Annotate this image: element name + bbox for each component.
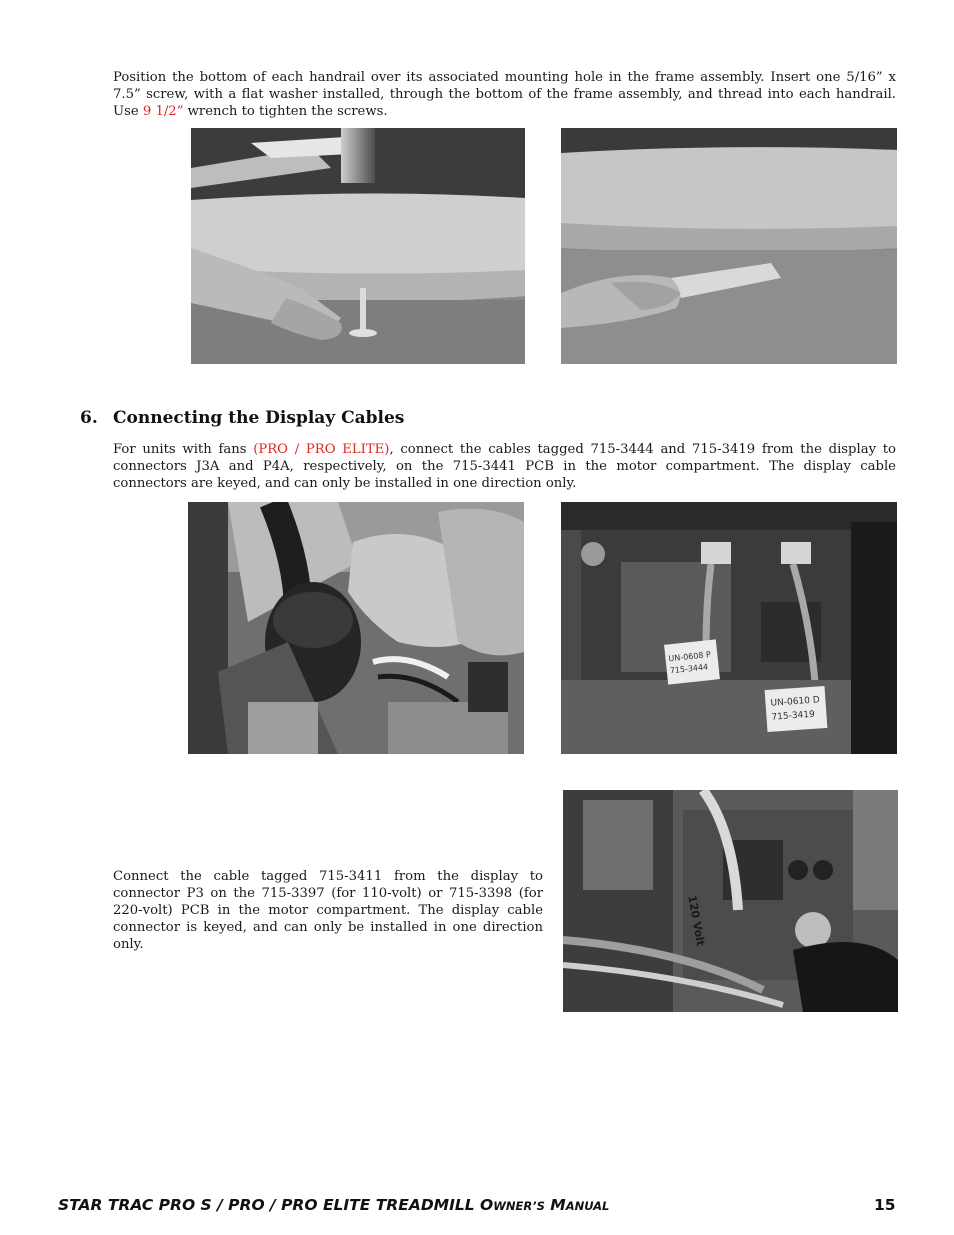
model-highlight: (PRO / PRO ELITE) <box>253 442 390 457</box>
photo-motor-pcb <box>563 790 898 1012</box>
photo-handrail-washer <box>561 128 897 364</box>
wrench-size: 9 1/2” <box>142 104 184 119</box>
tag-id-2: 715-3419 <box>771 709 816 723</box>
footer-title: STAR TRAC PRO S / PRO / PRO ELITE TREADMILL OWNER’S MANUAL <box>58 1196 610 1214</box>
section-heading <box>80 408 98 428</box>
tag-label-1: UN-0608 P <box>668 650 712 664</box>
tag-label-2: UN-0610 D <box>770 695 821 709</box>
section-title: Connecting the Display Cables <box>113 408 405 428</box>
display-cables-instruction: For units with fans (PRO / PRO ELITE), connect the cables tagged 715-3444 and 715-3419 from the display to connectors J3A and P4A, respectively, on the 715-3441 PCB in the motor compartment. The display cable connectors are keyed, and can only be installed in one direction only. <box>113 442 897 491</box>
section-number: 6. <box>80 408 98 428</box>
board-mark: 120 Volt <box>685 894 708 948</box>
tag-id-1: 715-3444 <box>669 662 709 676</box>
photo-connecting-cable <box>188 502 524 754</box>
photo-pcb-tagged-cables <box>561 502 897 754</box>
page-number: 15 <box>874 1196 896 1214</box>
photo-handrail-bolt <box>191 128 525 364</box>
handrail-instruction: Position the bottom of each handrail over its associated mounting hole in the frame assembly. Insert one 5/16” x 7.5” screw, with a flat washer installed, through the bottom of the frame assembly, and thread into each handrail. Use 9 1/2” wrench to tighten the screws. <box>113 70 896 119</box>
motor-pcb-instruction: Connect the cable tagged 715-3411 from the display to connector P3 on the 715-3397 (for 110-volt) or 715-3398 (for 220-volt) PCB in the motor compartment. The display cable connector is keyed, and can only be installed in one direction only. <box>113 869 543 952</box>
